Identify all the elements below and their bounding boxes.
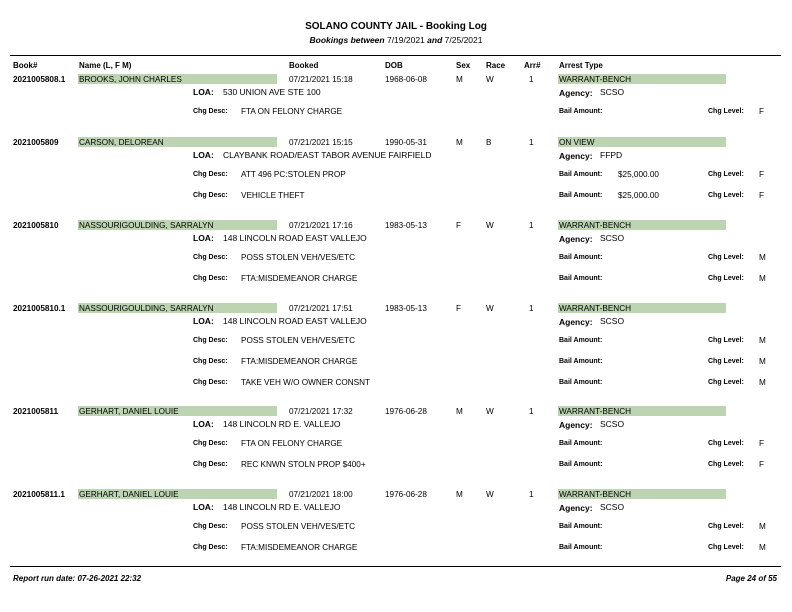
loa-label: LOA:: [193, 419, 214, 429]
charge-level: F: [759, 439, 765, 448]
sex-value: F: [456, 304, 462, 313]
charge-description: FTA ON FELONY CHARGE: [241, 107, 343, 116]
charge-description: REC KNWN STOLN PROP $400+: [241, 460, 366, 469]
sex-value: M: [456, 407, 463, 416]
agency-label: Agency:: [559, 420, 593, 430]
charge-level-label: Chg Level:: [708, 523, 744, 530]
col-dob: DOB: [385, 61, 403, 70]
charge-desc-label: Chg Desc:: [193, 192, 228, 199]
bail-amount-label: Bail Amount:: [559, 108, 603, 115]
col-booked: Booked: [289, 61, 319, 70]
agency-label: Agency:: [559, 151, 593, 161]
loa-label: LOA:: [193, 316, 214, 326]
charge-desc-label: Chg Desc:: [193, 254, 228, 261]
loa-label: LOA:: [193, 87, 214, 97]
report-subtitle: [0, 35, 792, 45]
bail-amount-label: Bail Amount:: [559, 171, 603, 178]
charge-level-label: Chg Level:: [708, 461, 744, 468]
agency-value: SCSO: [600, 502, 625, 512]
arr-value: 1: [529, 490, 534, 499]
bail-amount: $25,000.00: [618, 191, 659, 200]
bail-amount-label: Bail Amount:: [559, 523, 603, 530]
charge-desc-label: Chg Desc:: [193, 544, 228, 551]
loa-label: LOA:: [193, 150, 214, 160]
date-of-birth: 1976-06-28: [385, 490, 427, 499]
subtitle-and: and: [427, 35, 443, 45]
charge-description: FTA ON FELONY CHARGE: [241, 439, 343, 448]
date-of-birth: 1968-06-08: [385, 75, 427, 84]
location-of-arrest: 148 LINCOLN RD E. VALLEJO: [223, 419, 341, 429]
charge-level: M: [759, 378, 766, 387]
bail-amount: $25,000.00: [618, 170, 659, 179]
arr-value: 1: [529, 407, 534, 416]
booked-datetime: 07/21/2021 17:32: [289, 407, 353, 416]
arr-value: 1: [529, 138, 534, 147]
book-number: 2021005810: [13, 221, 59, 230]
bail-amount-label: Bail Amount:: [559, 192, 603, 199]
sex-value: M: [456, 75, 463, 84]
charge-level: M: [759, 522, 766, 531]
charge-level-label: Chg Level:: [708, 337, 744, 344]
booked-datetime: 07/21/2021 17:51: [289, 304, 353, 313]
bail-amount-label: Bail Amount:: [559, 337, 603, 344]
book-number: 2021005811: [13, 407, 59, 416]
date-of-birth: 1990-05-31: [385, 138, 427, 147]
book-number: 2021005811.1: [13, 490, 65, 499]
date-to: 7/25/2021: [444, 35, 483, 45]
charge-description: VEHICLE THEFT: [241, 191, 305, 200]
agency-value: FFPD: [600, 150, 623, 160]
charge-level-label: Chg Level:: [708, 254, 744, 261]
charge-description: POSS STOLEN VEH/VES/ETC: [241, 522, 356, 531]
race-value: W: [486, 407, 494, 416]
charge-level: M: [759, 274, 766, 283]
race-value: B: [486, 138, 492, 147]
charge-level-label: Chg Level:: [708, 108, 744, 115]
location-of-arrest: 530 UNION AVE STE 100: [223, 87, 321, 97]
location-of-arrest: 148 LINCOLN RD E. VALLEJO: [223, 502, 341, 512]
booked-datetime: 07/21/2021 17:16: [289, 221, 353, 230]
charge-desc-label: Chg Desc:: [193, 275, 228, 282]
arrest-type: WARRANT-BENCH: [559, 304, 632, 313]
race-value: W: [486, 490, 494, 499]
agency-label: Agency:: [559, 234, 593, 244]
charge-desc-label: Chg Desc:: [193, 523, 228, 530]
book-number: 2021005810.1: [13, 304, 66, 313]
col-arr: Arr#: [524, 61, 541, 70]
col-race: Race: [486, 61, 506, 70]
location-of-arrest: 148 LINCOLN ROAD EAST VALLEJO: [223, 233, 367, 243]
charge-level: F: [759, 191, 765, 200]
charge-desc-label: Chg Desc:: [193, 379, 228, 386]
person-name: NASSOURIGOULDING, SARRALYN: [79, 221, 214, 230]
person-name: GERHART, DANIEL LOUIE: [79, 490, 179, 499]
report-title: SOLANO COUNTY JAIL - Booking Log: [305, 21, 487, 32]
arr-value: 1: [529, 75, 534, 84]
charge-level: F: [759, 460, 765, 469]
arr-value: 1: [529, 221, 534, 230]
booked-datetime: 07/21/2021 15:15: [289, 138, 353, 147]
charge-description: ATT 496 PC:STOLEN PROP: [241, 170, 346, 179]
agency-label: Agency:: [559, 317, 593, 327]
charge-level: M: [759, 253, 766, 262]
agency-label: Agency:: [559, 503, 593, 513]
charge-description: POSS STOLEN VEH/VES/ETC: [241, 253, 356, 262]
bail-amount-label: Bail Amount:: [559, 461, 603, 468]
bail-amount-label: Bail Amount:: [559, 275, 603, 282]
charge-level: F: [759, 170, 765, 179]
bail-amount-label: Bail Amount:: [559, 358, 603, 365]
agency-value: SCSO: [600, 316, 625, 326]
charge-description: FTA:MISDEMEANOR CHARGE: [241, 274, 358, 283]
bail-amount-label: Bail Amount:: [559, 544, 603, 551]
charge-level: M: [759, 336, 766, 345]
bail-amount-label: Bail Amount:: [559, 379, 603, 386]
booked-datetime: 07/21/2021 15:18: [289, 75, 353, 84]
charge-level-label: Chg Level:: [708, 171, 744, 178]
report-run-date: Report run date: 07-26-2021 22:32: [13, 574, 142, 583]
charge-desc-label: Chg Desc:: [193, 337, 228, 344]
loa-label: LOA:: [193, 502, 214, 512]
charge-desc-label: Chg Desc:: [193, 461, 228, 468]
date-from: 7/19/2021: [386, 35, 425, 45]
charge-level-label: Chg Level:: [708, 192, 744, 199]
race-value: W: [486, 221, 494, 230]
date-of-birth: 1976-06-28: [385, 407, 427, 416]
charge-level-label: Chg Level:: [708, 358, 744, 365]
col-arrest-type: Arrest Type: [559, 61, 603, 70]
sex-value: M: [456, 138, 463, 147]
bail-amount-label: Bail Amount:: [559, 440, 603, 447]
agency-label: Agency:: [559, 88, 593, 98]
date-of-birth: 1983-05-13: [385, 304, 427, 313]
charge-desc-label: Chg Desc:: [193, 440, 228, 447]
loa-label: LOA:: [193, 233, 214, 243]
charge-description: TAKE VEH W/O OWNER CONSNT: [241, 378, 371, 387]
charge-description: POSS STOLEN VEH/VES/ETC: [241, 336, 356, 345]
sex-value: F: [456, 221, 462, 230]
person-name: BROOKS, JOHN CHARLES: [79, 75, 182, 84]
charge-level: M: [759, 543, 766, 552]
header-rule-top: [10, 55, 781, 56]
charge-level-label: Chg Level:: [708, 275, 744, 282]
arrest-type: WARRANT-BENCH: [559, 221, 632, 230]
sex-value: M: [456, 490, 463, 499]
date-of-birth: 1983-05-13: [385, 221, 427, 230]
arrest-type: WARRANT-BENCH: [559, 407, 632, 416]
footer-rule: [10, 566, 781, 567]
person-name: CARSON, DELOREAN: [79, 138, 164, 147]
agency-value: SCSO: [600, 419, 625, 429]
agency-value: SCSO: [600, 87, 625, 97]
person-name: GERHART, DANIEL LOUIE: [79, 407, 179, 416]
person-name: NASSOURIGOULDING, SARRALYN: [79, 304, 214, 313]
race-value: W: [486, 75, 494, 84]
charge-description: FTA:MISDEMEANOR CHARGE: [241, 357, 358, 366]
location-of-arrest: 148 LINCOLN ROAD EAST VALLEJO: [223, 316, 367, 326]
col-sex: Sex: [456, 61, 471, 70]
charge-level: F: [759, 107, 765, 116]
arrest-type: WARRANT-BENCH: [559, 490, 632, 499]
charge-level: M: [759, 357, 766, 366]
location-of-arrest: CLAYBANK ROAD/EAST TABOR AVENUE FAIRFIELD: [223, 150, 432, 160]
charge-desc-label: Chg Desc:: [193, 358, 228, 365]
agency-value: SCSO: [600, 233, 625, 243]
col-name: Name (L, F M): [79, 61, 132, 70]
charge-description: FTA:MISDEMEANOR CHARGE: [241, 543, 358, 552]
charge-level-label: Chg Level:: [708, 544, 744, 551]
page-number: Page 24 of 55: [725, 574, 777, 583]
col-book: Book#: [13, 61, 38, 70]
charge-desc-label: Chg Desc:: [193, 108, 228, 115]
charge-level-label: Chg Level:: [708, 440, 744, 447]
book-number: 2021005809: [13, 138, 59, 147]
book-number: 2021005808.1: [13, 75, 66, 84]
subtitle-prefix: Bookings between: [309, 35, 385, 45]
bail-amount-label: Bail Amount:: [559, 254, 603, 261]
charge-level-label: Chg Level:: [708, 379, 744, 386]
booked-datetime: 07/21/2021 18:00: [289, 490, 353, 499]
charge-desc-label: Chg Desc:: [193, 171, 228, 178]
race-value: W: [486, 304, 494, 313]
arrest-type: ON VIEW: [559, 138, 595, 147]
arr-value: 1: [529, 304, 534, 313]
arrest-type: WARRANT-BENCH: [559, 75, 632, 84]
